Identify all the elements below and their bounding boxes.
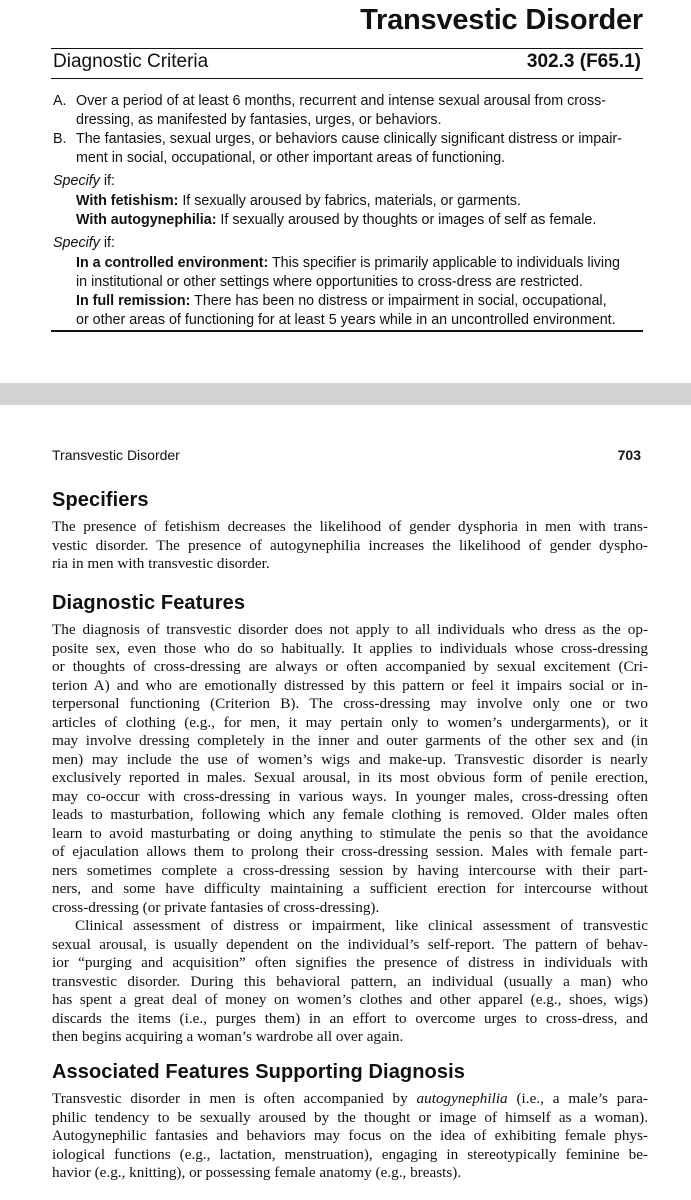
text-line: sexual arousal, is usually dependent on the individual’s self-report. The pattern of behav- — [52, 935, 648, 953]
criterion-b — [51, 130, 647, 168]
text-line: The diagnosis of transvestic disorder does not apply to all individuals who dress as the op- — [52, 621, 648, 638]
criterion-line: ment in social, occupational, or other important areas of functioning. — [76, 150, 506, 166]
text-line: havior (e.g., knitting), or possessing female anatomy (e.g., breasts). — [52, 1164, 462, 1181]
specify-rest: if: — [99, 235, 115, 251]
specifier-term: With autogynephilia: — [76, 212, 217, 228]
specifier-full-remission — [76, 292, 648, 330]
section-heading: Diagnostic Features — [52, 592, 246, 614]
running-title: Transvestic Disorder — [52, 447, 180, 463]
section-body — [52, 621, 648, 1047]
italic-term: autogynephilia — [416, 1090, 508, 1107]
specifier-term: With fetishism: — [76, 193, 179, 209]
specifier-text: There has been no distress or impairment in social, occupational, — [190, 293, 607, 309]
text-line: articles of clothing (e.g., for men, it may pertain only to women’s undergarments), or it — [52, 713, 648, 731]
section-label: Diagnostic Criteria — [53, 51, 209, 72]
criterion-a — [51, 92, 647, 130]
text-line: men) may include the use of women’s wigs and make-up. Transvestic disorder is nearly — [52, 750, 648, 768]
top-page — [0, 0, 691, 383]
section-body — [52, 518, 648, 574]
page-separator — [0, 383, 691, 405]
text-line: iological functions (e.g., lactation, menstruation), engaging in stereotypically feminine be- — [52, 1145, 648, 1163]
text-line: Autogynephilic fantasies and behaviors may focus on the idea of exhibiting female phys- — [52, 1127, 648, 1144]
text-run: (i.e., a male’s para- — [507, 1090, 648, 1107]
page-number: 703 — [617, 447, 641, 463]
specifier-text: If sexually aroused by fabrics, materials, or garments. — [178, 193, 521, 209]
criterion-label: B. — [53, 131, 67, 147]
text-line: terpersonal functioning (Criterion B). The cross-dressing may involve only one or two — [52, 695, 648, 712]
section-heading: Associated Features Supporting Diagnosis — [52, 1061, 465, 1083]
specifier-term: In a controlled environment: — [76, 255, 269, 271]
section-body — [52, 1090, 648, 1183]
text-line: ners sometimes complete a cross-dressing session by having intercourse with their part- — [52, 861, 648, 879]
specifier-fetishism — [76, 192, 648, 211]
text-line: transvestic disorder. During this behavioral pattern, an individual (usually a man) who — [52, 972, 648, 990]
text-line: ior “purging and acquisition” often signifies the presence of distress in individuals with — [52, 954, 648, 971]
header-rule — [51, 78, 643, 79]
text-line: leads to masturbation, following which any female clothing is removed. Older males often — [52, 806, 648, 823]
specifier-text: or other areas of functioning for at least 5 years while in an uncontrolled environment. — [76, 312, 616, 328]
specifier-autogynephilia — [76, 211, 648, 230]
text-run: Transvestic disorder in men is often accompanied by — [52, 1090, 417, 1107]
text-line: vestic disorder. The presence of autogynephilia increases the likelihood of gender dyspho- — [52, 536, 648, 554]
text-line: discards the items (i.e., purges them) in an effort to overcome urges to cross-dress, and — [52, 1009, 648, 1027]
specifier-text: This specifier is primarily applicable to individuals living — [268, 255, 620, 271]
criterion-line: The fantasies, sexual urges, or behaviors cause clinically significant distress or impair- — [76, 131, 622, 147]
text-line: ria in men with transvestic disorder. — [52, 555, 270, 572]
text-line: ners, and some have difficulty maintaining a sufficient erection for intercourse without — [52, 880, 648, 897]
diagnostic-code: 302.3 (F65.1) — [526, 51, 641, 72]
criteria-end-rule — [51, 330, 643, 332]
specify-italic: Specify — [53, 173, 100, 189]
text-line: Clinical assessment of distress or impairment, like clinical assessment of transvestic — [75, 917, 648, 934]
specify-heading — [53, 234, 115, 253]
text-line: or thoughts of cross-dressing are always or often accompanied by sexual excitement (Cri- — [52, 658, 648, 675]
text-line: philic tendency to be sexually aroused by the thought or image of himself as a woman). — [52, 1108, 648, 1126]
text-line: then begins acquiring a woman’s wardrobe all over again. — [52, 1028, 404, 1045]
specify-heading — [53, 172, 115, 191]
specifier-controlled-environment — [76, 254, 648, 292]
specify-italic: Specify — [53, 235, 100, 251]
specify-rest: if: — [99, 173, 115, 189]
criterion-line: Over a period of at least 6 months, recurrent and intense sexual arousal from cross- — [76, 93, 607, 109]
page-title: Transvestic Disorder — [360, 4, 643, 36]
text-line: learn to avoid masturbating or doing anything to stimulate the penis so that the avoidance — [52, 824, 648, 842]
specifier-text: If sexually aroused by thoughts or images of self as female. — [216, 212, 597, 228]
title-rule — [51, 48, 643, 49]
criterion-line: dressing, as manifested by fantasies, urges, or behaviors. — [76, 112, 442, 128]
specifier-text: in institutional or other settings where opportunities to cross-dress are restricted. — [76, 274, 583, 290]
text-line: The presence of fetishism decreases the likelihood of gender dysphoria in men with trans- — [52, 518, 648, 535]
text-line: cross-dressing (or private fantasies of cross-dressing). — [52, 898, 380, 916]
text-line — [52, 1090, 648, 1109]
section-heading: Specifiers — [52, 489, 149, 511]
text-line: exclusively reported in males. Sexual arousal, in its most obvious form of penile erection, — [52, 769, 648, 786]
bottom-page — [0, 405, 691, 1200]
text-line: posite sex, even those who do so habitually. It applies to individuals whose cross-dressing — [52, 639, 648, 657]
criterion-label: A. — [53, 93, 67, 109]
specifier-term: In full remission: — [76, 293, 191, 309]
text-line: of ejaculation allows them to prolong their cross-dressing session. Males with female part- — [52, 843, 648, 860]
text-line: has spent a great deal of money on women’s clothes and other apparel (e.g., shoes, wigs) — [52, 991, 648, 1008]
text-line: may co-occur with cross-dressing in various ways. In younger males, cross-dressing often — [52, 787, 648, 805]
text-line: may involve dressing completely in the inner and outer garments of the other sex and (in — [52, 732, 648, 749]
criteria-header — [51, 51, 643, 79]
text-line: terion A) and who are emotionally distressed by this pattern or feel it impairs social or in- — [52, 676, 648, 694]
